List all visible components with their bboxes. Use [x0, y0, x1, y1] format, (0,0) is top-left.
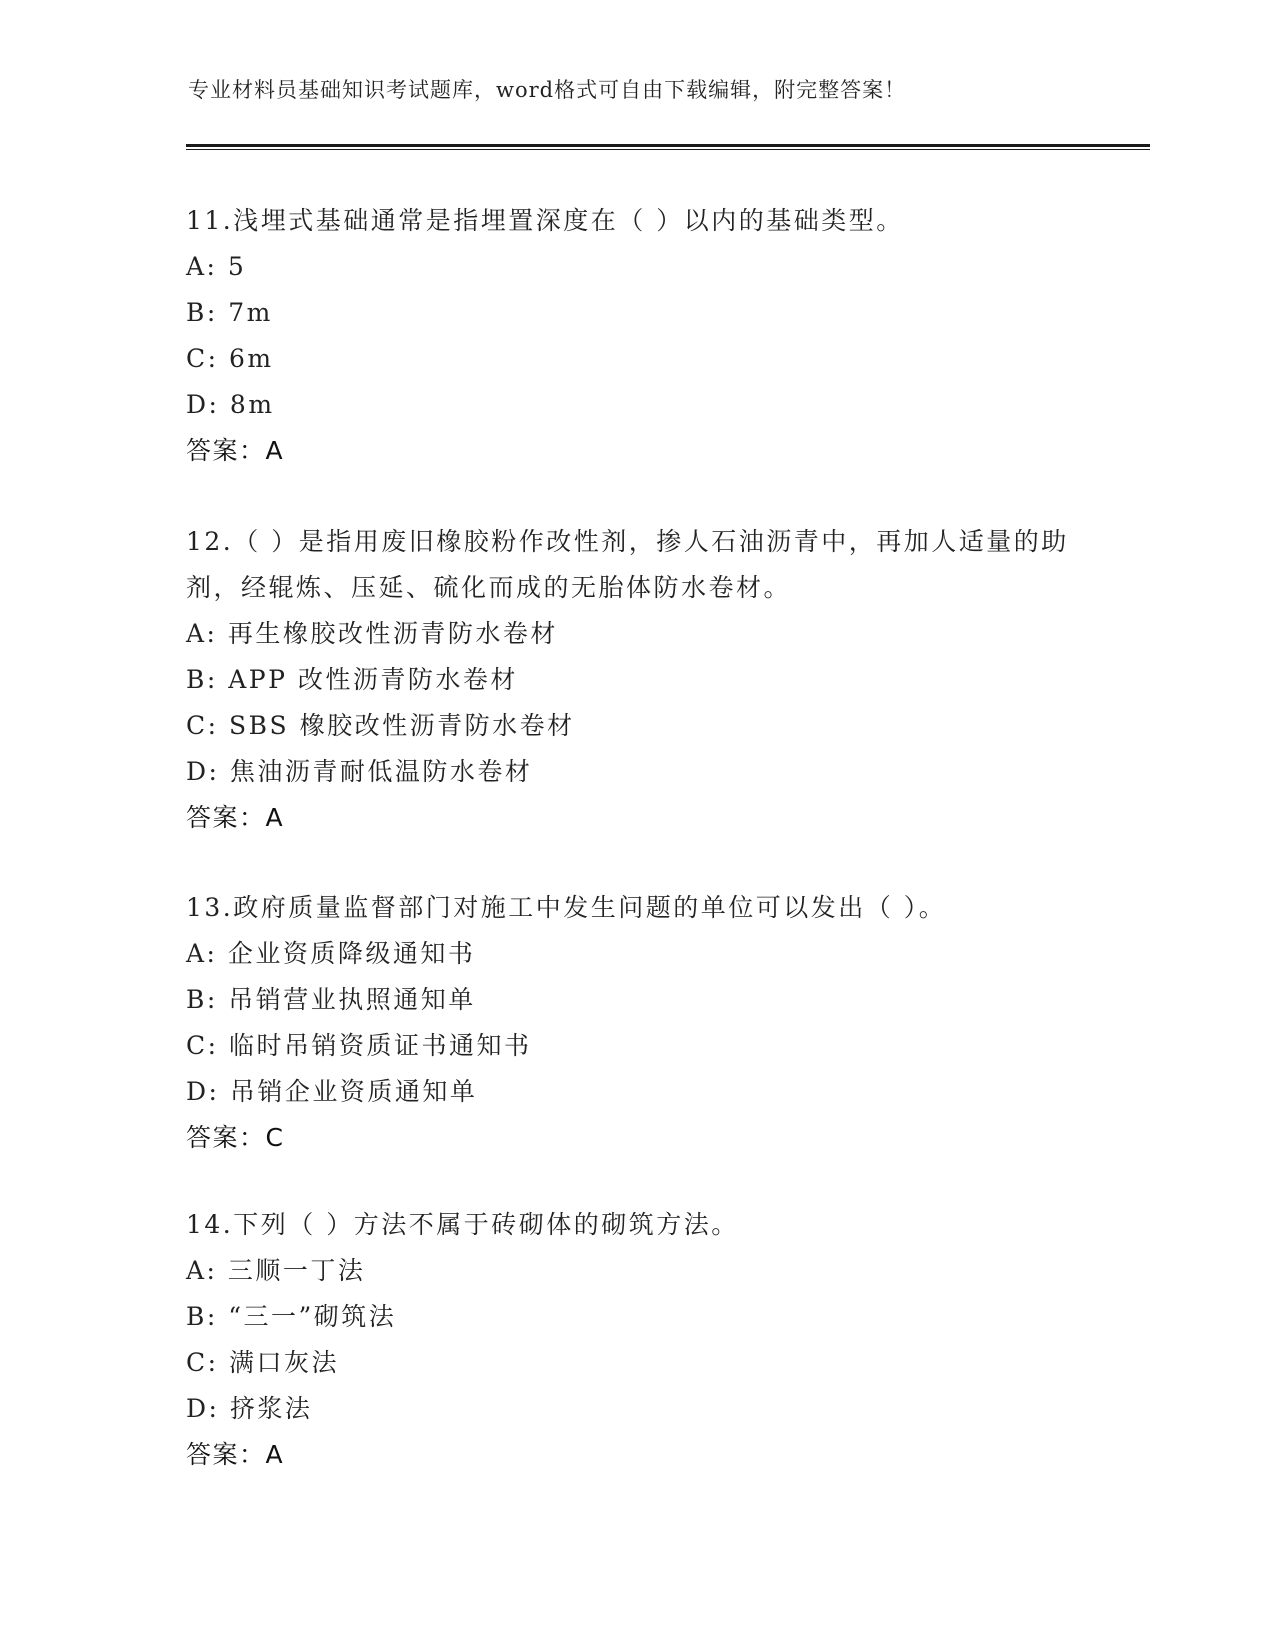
option-d: D: 挤浆法 [186, 1394, 313, 1423]
page-header: 专业材料员基础知识考试题库，word格式可自由下载编辑，附完整答案！ [188, 78, 907, 102]
option-c: C: 满口灰法 [186, 1348, 339, 1377]
option-c: C: 临时吊销资质证书通知书 [186, 1031, 532, 1060]
answer: 答案：C [186, 1123, 285, 1152]
option-c: C: 6m [186, 344, 274, 373]
option-b: B: “三一”砌筑法 [186, 1302, 397, 1331]
question-12 [186, 519, 1086, 841]
option-d: D: 焦油沥青耐低温防水卷材 [186, 757, 533, 786]
option-b: B: APP 改性沥青防水卷材 [186, 665, 518, 694]
option-c: C: SBS 橡胶改性沥青防水卷材 [186, 711, 575, 740]
question-stem: 14.下列（ ）方法不属于砖砌体的砌筑方法。 [186, 1210, 739, 1239]
option-b: B: 吊销营业执照通知单 [186, 985, 476, 1014]
answer: 答案：A [186, 803, 285, 832]
question-stem: 12.（ ）是指用废旧橡胶粉作改性剂，掺人石油沥青中，再加人适量的助剂，经辊炼、压延、硫化而成的无胎体防水卷材。 [186, 527, 1069, 602]
option-a: A: 再生橡胶改性沥青防水卷材 [186, 619, 558, 648]
question-stem: 13.政府质量监督部门对施工中发生问题的单位可以发出（ ）。 [186, 893, 947, 922]
answer: 答案：A [186, 436, 285, 465]
option-b: B: 7m [186, 298, 273, 327]
option-a: A: 三顺一丁法 [186, 1256, 366, 1285]
question-stem: 11.浅埋式基础通常是指埋置深度在（ ）以内的基础类型。 [186, 206, 904, 235]
option-d: D: 吊销企业资质通知单 [186, 1077, 478, 1106]
header-divider [186, 144, 1150, 150]
question-11 [186, 198, 1086, 474]
question-14 [186, 1202, 1086, 1478]
option-a: A: 5 [186, 252, 247, 281]
option-a: A: 企业资质降级通知书 [186, 939, 476, 968]
question-13 [186, 885, 1086, 1161]
option-d: D: 8m [186, 390, 275, 419]
answer: 答案：A [186, 1440, 285, 1469]
